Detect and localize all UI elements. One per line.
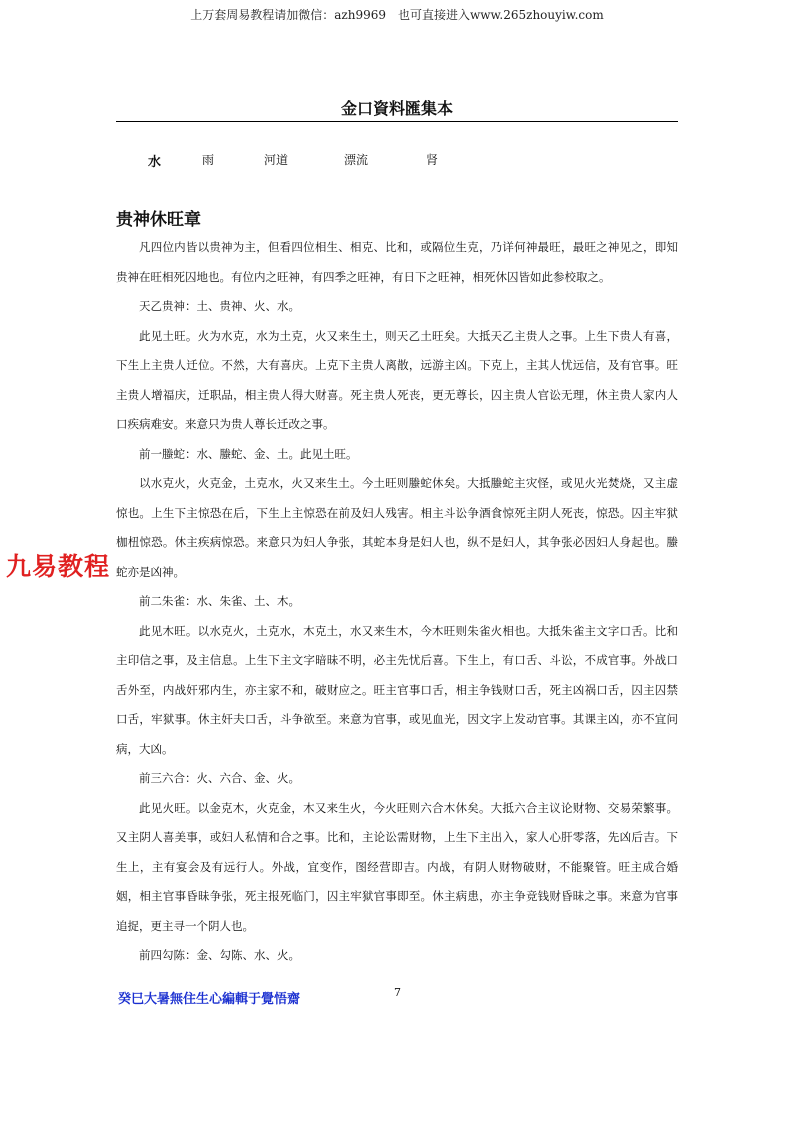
element-item: 肾 xyxy=(426,153,439,167)
paragraph: 此见火旺。以金克木，火克金，木又来生火，今火旺则六合木休矣。大抵六合主议论财物、交易荣繁事。又主阴人喜美事，或妇人私情和合之事。比和，主论讼需财物，上生下主出入，家人心肝零落，先凶后吉。下生上，主有宴会及有远行人。外战，宜变作，图经营即吉。内战，有阴人财物破财，不能聚管。旺主成合婚姻，相主官事昏昧争张，死主报死临门，囚主牢狱官事即至。休主病患，亦主争竞钱财昏昧之事。来意为官事追捉，更主寻一个阴人也。 xyxy=(116,800,678,933)
title-divider xyxy=(116,121,678,122)
paragraph: 以水克火，火克金，土克水，火又来生土。今土旺则螣蛇休矣。大抵螣蛇主灾怪，或见火光焚烧，又主虚惊也。上生下主惊恐在后，下生上主惊恐在前及妇人残害。相主斗讼争酒食惊死主阴人死丧，惊恐。囚主牢狱枷杻惊恐。休主疾病惊恐。来意只为妇人争张，其蛇本身是妇人也，纵不是妇人，其争张必因妇人身起也。螣蛇亦是凶神。 xyxy=(116,476,678,579)
element-label: 水 xyxy=(148,155,162,170)
element-item: 雨 xyxy=(202,153,215,167)
watermark-logo: 九易教程 xyxy=(6,552,111,581)
paragraph: 此见土旺。火为水克，水为土克，火又来生土，则天乙土旺矣。大抵天乙主贵人之事。上生下贵人有喜，下生上主贵人迁位。不然，大有喜庆。上克下主贵人离散，远游主凶。下克上，主其人忧远信，及有官事。旺主贵人增福庆，迁职品，相主贵人得大财喜。死主贵人死丧，更无尊长，囚主贵人官讼无理，休主贵人家内人口疾病难安。来意只为贵人尊长迁改之事。 xyxy=(116,328,678,431)
element-item: 漂流 xyxy=(344,153,369,167)
paragraph: 此见木旺。以水克火，土克水，木克土，水又来生木，今木旺则朱雀火相也。大抵朱雀主文字口舌。比和主印信之事，及主信息。上生下主文字暗昧不明，必主先忧后喜。下生上，有口舌、斗讼，不成官事。外战口舌外至，内战奸邪内生，亦主家不和，破财应之。旺主官事口舌，相主争钱财口舌，死主凶祸口舌，囚主囚禁口舌，牢狱事。休主奸夫口舌，斗争欲至。来意为官事，或见血光，因文字上发动官事。其课主凶，亦不宜问病，大凶。 xyxy=(116,623,678,756)
paragraph: 前三六合：火、六合、金、火。 xyxy=(139,771,300,785)
paragraph: 天乙贵神：土、贵神、火、水。 xyxy=(139,299,300,313)
footer-editor-note: 癸巳大暑無住生心編輯于覺悟齋 xyxy=(118,992,301,1007)
header-banner: 上万套周易教程请加微信：azh9969 也可直接进入www.265zhouyiw.com xyxy=(190,8,604,22)
section-heading: 贵神休旺章 xyxy=(116,210,201,230)
document-title: 金口資料匯集本 xyxy=(340,99,453,118)
element-item: 河道 xyxy=(264,153,289,167)
page-number: 7 xyxy=(394,986,401,999)
body-text xyxy=(116,233,678,971)
paragraph: 前一螣蛇：水、螣蛇、金、土。此见土旺。 xyxy=(139,446,358,461)
paragraph: 前四勾陈：金、勾陈、水、火。 xyxy=(139,948,300,962)
paragraph: 凡四位内皆以贵神为主，但看四位相生、相克、比和，或隔位生克，乃详何神最旺，最旺之神见之，即知贵神在旺相死囚地也。有位内之旺神，有四季之旺神，有日下之旺神，相死休囚皆如此参校取之。 xyxy=(116,240,678,284)
paragraph: 前二朱雀：水、朱雀、土、木。 xyxy=(139,594,300,608)
